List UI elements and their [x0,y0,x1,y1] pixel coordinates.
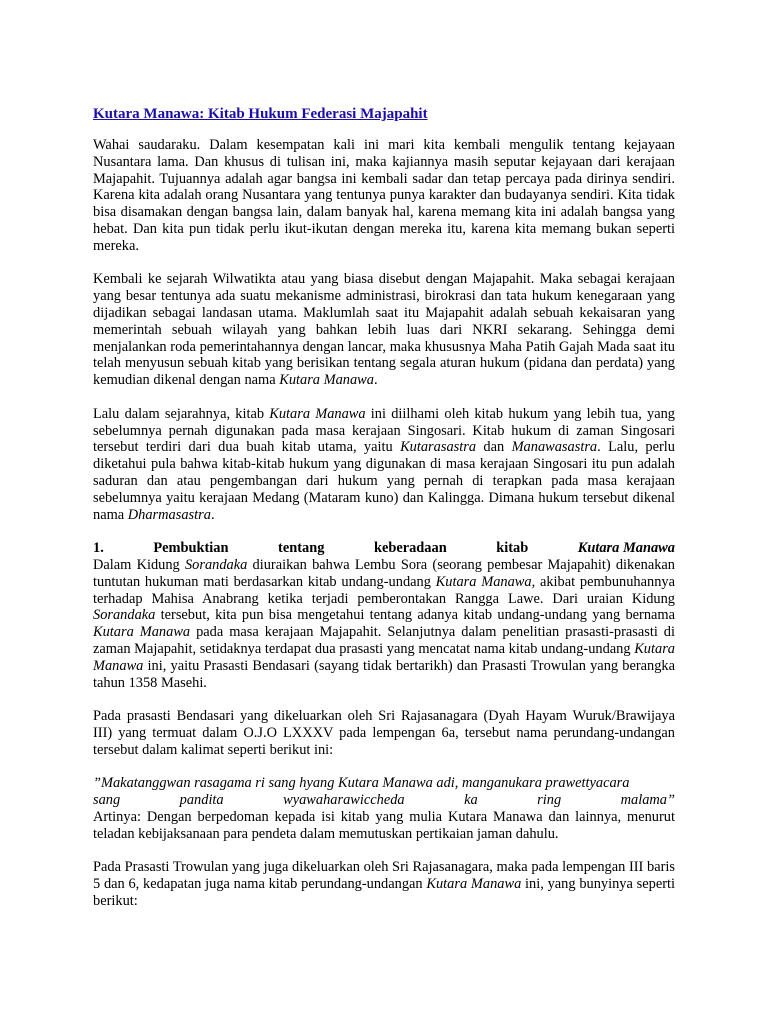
heading-word: tentang [278,540,325,557]
italic-term: Sorandaka [93,607,156,624]
text-run: tersebut, kita pun bisa mengetahui tentang adanya kitab undang-undang yang bernama [155,607,675,624]
section-heading [93,540,675,557]
section-1 [93,540,675,691]
heading-word: Pembuktian [153,540,229,557]
text-run: . Lalu, perlu diketahui pula bahwa kitab-kitab hukum yang digunakan di masa kerajaan Singosari itu pun adalah saduran dan atau pengembangan dari hukum yang pernah di terapkan pada masa kerajaan sebelumnya yaitu kerajaan Medang (Mataram kuno) dan Kalingga. Dimana hukum tersebut dikenal nama [93,439,675,523]
italic-term: Kutara Manawa [269,405,366,422]
heading-italic-term: Kutara Manawa [577,540,675,557]
italic-term: Kutara Manawa [426,876,522,893]
italic-term: Kutarasastra [400,439,477,456]
text-run: , akibat pembunuhannya terhadap Mahisa Anabrang ketika terjadi pemberontakan Rangga Lawe. Dari uraian Kidung [93,573,675,607]
quote-word: pandita [179,792,224,809]
quote-translation: Artinya: Dengan berpedoman kepada isi kitab yang mulia Kutara Manawa dan lainnya, menurut teladan kebijaksanaan para pendeta dalam memutuskan pertikaian jaman dahulu. [93,808,675,842]
text-run: dan [476,439,512,456]
text-run: pada masa kerajaan Majapahit. Selanjutnya dalam penelitian prasasti-prasasti di zaman Majapahit, setidaknya terdapat dua prasasti yang mencatat nama kitab undang-undang [93,624,676,657]
paragraph-section1 [93,557,675,691]
text-run: . [373,372,378,389]
text-run: ini, yang bunyinya seperti berikut: [93,876,675,909]
paragraph-wilwatikta [93,271,675,389]
text-run: Pada Prasasti Trowulan yang juga dikeluarkan oleh Sri Rajasanagara, maka pada lempengan III baris 5 dan 6, kedapatan juga nama kitab perundang-undangan [93,859,675,893]
text-run: . [210,506,215,523]
quote-word: ka [464,792,478,809]
quote-line-1: ”Makatanggwan rasagama ri sang hyang Kutara Manawa adi, manganukara prawettyacara [93,775,630,792]
italic-term: Sorandaka [184,556,248,573]
italic-term: Dharmasastra [127,506,211,523]
paragraph-history [93,406,675,524]
quote-word: ring [537,792,562,809]
paragraph-bendasari: Pada prasasti Bendasari yang dikeluarkan oleh Sri Rajasanagara (Dyah Hayam Wuruk/Brawijaya III) yang termuat dalam O.J.O LXXXV pada lempengan 6a, tersebut nama perundang-undangan tersebut dalam kalimat seperti berikut ini: [93,708,675,758]
quote-word: malama” [620,792,675,809]
text-run: ini, yaitu Prasasti Bendasari (sayang tidak bertarikh) dan Prasasti Trowulan yang berangka tahun 1358 Masehi. [93,657,675,691]
quote-word: wyawaharawiccheda [283,792,405,809]
italic-term: Manawasastra [511,439,598,456]
italic-term: Kutara Manawa [93,640,675,674]
heading-word: keberadaan [373,540,447,557]
quote-word: sang [93,792,121,809]
paragraph-trowulan [93,859,675,909]
italic-term: Kutara Manawa [93,624,191,641]
heading-word: 1. [93,540,104,557]
paragraph-intro: Wahai saudaraku. Dalam kesempatan kali ini mari kita kembali mengulik tentang kejayaan Nusantara lama. Dan khusus di tulisan ini, maka kajiannya masih seputar kejayaan dari kerajaan Majapahit. Tujuannya adalah agar bangsa ini kembali sadar dan tetap percaya pada dirinya sendiri. Karena kita adalah orang Nusantara yang tentunya punya karakter dan budayanya sendiri. Kita tidak bisa disamakan dengan bangsa lain, dalam banyak hal, karena memang kita ini adalah bangsa yang hebat. Dan kita pun tidak perlu ikut-ikutan dengan mereka itu, karena kita memang bukan seperti mereka. [93,137,675,254]
article-title[interactable]: Kutara Manawa: Kitab Hukum Federasi Majapahit [93,106,428,122]
quote-line-2 [93,792,675,809]
text-run: diuraikan bahwa Lembu Sora (seorang pembesar Majapahit) dikenakan tuntutan hukuman mati berdasarkan kitab undang-undang [93,556,675,590]
text-run: Lalu dalam sejarahnya, kitab [93,405,270,422]
text-run: Dalam Kidung [93,556,185,573]
text-run: ini diilhami oleh kitab hukum yang lebih tua, yang sebelumnya pernah digunakan pada masa kerajaan Singosari. Kitab hukum di zaman Singosari tersebut terdiri dari dua buah kitab utama, yaitu [93,405,676,456]
document-page [93,105,675,926]
quote-block [93,775,675,842]
heading-word: kitab [496,540,529,557]
italic-term: Kutara Manawa [435,573,532,590]
italic-term: Kutara Manawa [279,372,374,389]
text-run: Kembali ke sejarah Wilwatikta atau yang biasa disebut dengan Majapahit. Maka sebagai kerajaan yang besar tentunya ada suatu mekanisme administrasi, birokrasi dan tata hukum kenegaraan yang dijadikan sebagai landasan utama. Maklumlah saat itu Majapahit adalah sebuah kekaisaran yang memerintah sebuah wilayah yang bahkan lebih luas dari NKRI sekarang. Sehingga demi menjalankan roda pemerintahannya dengan lancar, maka khususnya Maha Patih Gajah Mada saat itu telah menyusun sebuah kitab yang berisikan tentang segala aturan hukum (pidana dan perdata) yang kemudian dikenal dengan nama [93,271,675,389]
